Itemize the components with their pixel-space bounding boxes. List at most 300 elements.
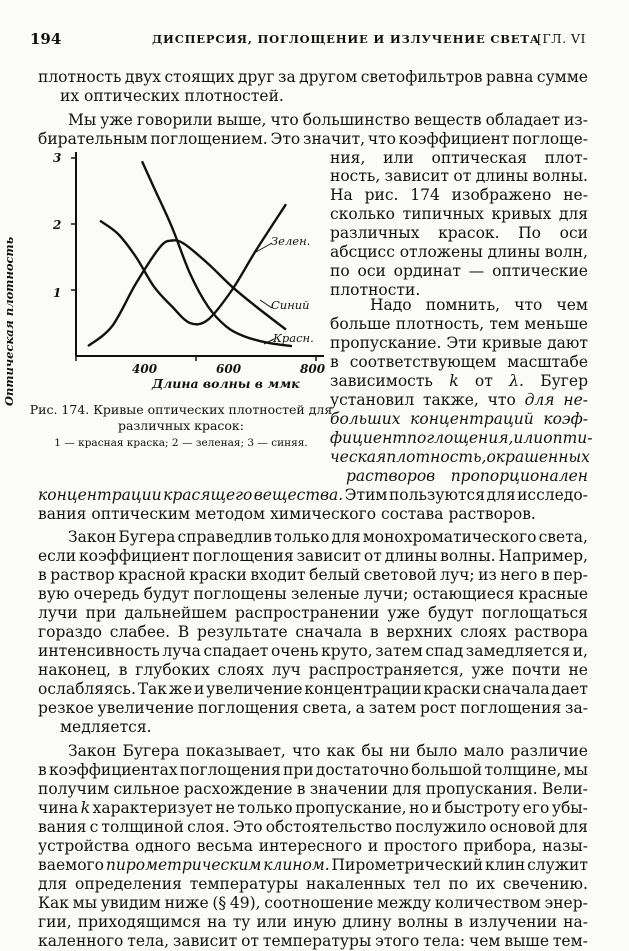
word: Надо bbox=[370, 296, 412, 314]
word: глубоких bbox=[135, 661, 210, 679]
word: накаленных bbox=[305, 875, 406, 893]
word: увеличение bbox=[97, 699, 194, 717]
word: коэффициент bbox=[78, 547, 190, 565]
word: в bbox=[296, 780, 306, 798]
word: толщине, bbox=[484, 761, 562, 779]
series-label-red: Красн. bbox=[273, 331, 314, 345]
text-line bbox=[38, 642, 588, 661]
word: только bbox=[274, 528, 330, 546]
word: при bbox=[85, 604, 117, 622]
word: фициент bbox=[330, 429, 407, 447]
text-line bbox=[38, 486, 588, 505]
word: увеличение bbox=[206, 680, 303, 698]
word: пропускание. bbox=[330, 334, 442, 352]
word: луч bbox=[271, 661, 301, 679]
word: иную bbox=[293, 913, 337, 931]
word: входит bbox=[250, 566, 306, 584]
word: различных bbox=[330, 224, 420, 242]
word: пер- bbox=[553, 566, 588, 584]
y-tick-label: 1 bbox=[53, 286, 62, 300]
word: с bbox=[89, 818, 99, 836]
text-line bbox=[38, 604, 588, 623]
word: медляется. bbox=[60, 718, 152, 736]
word: друг bbox=[237, 68, 275, 86]
word: λ. bbox=[509, 372, 524, 390]
word: для bbox=[558, 205, 588, 223]
word: и, bbox=[572, 642, 588, 660]
word: излучении bbox=[468, 913, 558, 931]
word: и bbox=[431, 799, 442, 817]
word: Пирометрический bbox=[331, 856, 484, 874]
text-line bbox=[38, 661, 588, 680]
word: рис. bbox=[364, 186, 399, 204]
word: Бугер bbox=[540, 372, 588, 390]
text-line bbox=[38, 875, 588, 894]
word: меньше bbox=[524, 315, 588, 333]
word: для bbox=[331, 528, 361, 546]
word: выше, bbox=[216, 111, 267, 129]
word: поглощения bbox=[179, 761, 281, 779]
word: показывает, bbox=[185, 742, 286, 760]
word: краски bbox=[189, 566, 247, 584]
text-line bbox=[60, 718, 152, 737]
word: будут bbox=[143, 585, 190, 603]
word: Закон bbox=[68, 528, 117, 546]
word: типичных bbox=[402, 205, 484, 223]
green-density-curve bbox=[88, 240, 286, 346]
word: лучи bbox=[38, 604, 78, 622]
series-label-green: Зелен. bbox=[271, 234, 311, 248]
word: уже bbox=[100, 111, 133, 129]
word: большой bbox=[411, 761, 483, 779]
word: а bbox=[355, 699, 365, 717]
word: значении bbox=[309, 780, 389, 798]
text-line bbox=[330, 429, 593, 448]
word: абсцисс bbox=[330, 243, 395, 261]
series-label-blue: Синий bbox=[271, 298, 310, 312]
word: кривые bbox=[482, 334, 543, 352]
word: окрашенных bbox=[486, 448, 590, 466]
word: пропускания. bbox=[425, 780, 538, 798]
word: при bbox=[283, 761, 314, 779]
word: за bbox=[277, 68, 296, 86]
word: сильное bbox=[113, 780, 180, 798]
text-line bbox=[330, 205, 588, 224]
word: оптические bbox=[492, 262, 588, 280]
word: клином. bbox=[263, 856, 330, 874]
text-line bbox=[68, 111, 588, 130]
word: ниже bbox=[164, 894, 209, 912]
word: больших bbox=[330, 410, 401, 428]
word: от bbox=[453, 167, 472, 185]
word: раствора bbox=[514, 623, 588, 641]
word: поглощением. bbox=[150, 130, 268, 148]
word: Это bbox=[270, 130, 301, 148]
word: краски bbox=[423, 680, 481, 698]
word: из bbox=[478, 566, 497, 584]
word: поглощения bbox=[460, 699, 562, 717]
word: температуры bbox=[189, 875, 299, 893]
word: получим bbox=[38, 780, 110, 798]
word: обстоятельство bbox=[265, 818, 393, 836]
word: ваемого bbox=[38, 856, 104, 874]
word: убы- bbox=[551, 799, 588, 817]
word: увидим bbox=[100, 894, 161, 912]
word: не- bbox=[563, 391, 588, 409]
word: сколько bbox=[330, 205, 396, 223]
text-line bbox=[38, 585, 588, 604]
word: поглоще- bbox=[512, 130, 588, 148]
word: их bbox=[60, 87, 80, 105]
word: говорили bbox=[136, 111, 213, 129]
word: k bbox=[449, 372, 459, 390]
word: красной bbox=[118, 566, 186, 584]
word: плотностей. bbox=[184, 87, 284, 105]
text-line bbox=[330, 186, 588, 205]
text-line bbox=[38, 130, 588, 149]
word: для bbox=[558, 818, 588, 836]
word: затем bbox=[368, 699, 417, 717]
word: простого bbox=[383, 837, 458, 855]
caption-text: Рис. 174. Кривые оптических плотностей для различных красок: bbox=[29, 402, 333, 433]
text-line bbox=[38, 566, 588, 585]
word: количеством bbox=[434, 894, 541, 912]
word: устройства bbox=[38, 837, 130, 855]
word: было bbox=[416, 742, 458, 760]
word: в bbox=[118, 661, 128, 679]
word: энер- bbox=[544, 894, 588, 912]
word: зависит bbox=[384, 167, 450, 185]
word: тем- bbox=[552, 932, 588, 950]
word: что bbox=[292, 742, 321, 760]
word: на- bbox=[563, 913, 588, 931]
word: стоящих bbox=[164, 68, 235, 86]
word: что bbox=[514, 296, 543, 314]
text-line bbox=[330, 334, 588, 353]
word: красные bbox=[518, 585, 588, 603]
word: слоях bbox=[460, 623, 507, 641]
word: растворов bbox=[346, 467, 436, 485]
word: дает bbox=[551, 680, 588, 698]
word: его bbox=[522, 799, 550, 817]
text-line bbox=[38, 894, 588, 913]
word: оптическим bbox=[91, 505, 191, 523]
word: больше bbox=[330, 315, 391, 333]
caption-legend: 1 — красная краска; 2 — зеленая; 3 — синяя. bbox=[54, 437, 308, 449]
word: очень bbox=[270, 642, 319, 660]
word: будут bbox=[428, 604, 474, 622]
word: каленного bbox=[38, 932, 124, 950]
text-line bbox=[330, 149, 588, 168]
text-line bbox=[38, 505, 536, 524]
text-line bbox=[330, 262, 588, 281]
word: достаточно bbox=[315, 761, 409, 779]
word: Как bbox=[38, 894, 69, 912]
word: него bbox=[500, 566, 538, 584]
word: длины bbox=[475, 167, 529, 185]
word: установил bbox=[330, 391, 415, 409]
word: соотношение bbox=[264, 894, 374, 912]
text-line bbox=[38, 837, 588, 856]
word: их bbox=[475, 875, 496, 893]
word: оси bbox=[559, 224, 588, 242]
optical-density-chart bbox=[28, 148, 338, 388]
word: по bbox=[448, 875, 469, 893]
text-line bbox=[38, 623, 588, 642]
word: послужило bbox=[395, 818, 487, 836]
word: тела, bbox=[127, 932, 170, 950]
text-line bbox=[330, 353, 588, 372]
word: двух bbox=[124, 68, 162, 86]
word: в bbox=[38, 566, 47, 584]
word: или bbox=[513, 429, 544, 447]
text-line bbox=[38, 68, 588, 87]
word: соответствующем bbox=[349, 353, 497, 371]
word: коэффициентах bbox=[48, 761, 178, 779]
word: интенсивность bbox=[38, 642, 160, 660]
word: прибора, bbox=[463, 837, 537, 855]
word: поглощаться bbox=[481, 604, 588, 622]
word: но bbox=[409, 799, 429, 817]
word: луч; bbox=[440, 566, 475, 584]
word: Этим bbox=[344, 486, 388, 504]
word: волны bbox=[397, 913, 449, 931]
page-header bbox=[0, 30, 629, 52]
word: вещества. bbox=[253, 486, 344, 504]
word: длину bbox=[342, 913, 392, 931]
word: лучи; bbox=[363, 585, 409, 603]
word: концентрации bbox=[38, 486, 162, 504]
word: слабее. bbox=[109, 623, 171, 641]
word: отложены bbox=[399, 243, 483, 261]
word: свечению. bbox=[502, 875, 588, 893]
word: выше bbox=[504, 932, 549, 950]
word: круто, bbox=[321, 642, 373, 660]
word: ослабляясь. bbox=[38, 680, 136, 698]
text-line bbox=[38, 547, 588, 566]
word: для bbox=[38, 875, 68, 893]
word: расхождение bbox=[183, 780, 293, 798]
word: ческая bbox=[330, 448, 387, 466]
word: определения bbox=[74, 875, 182, 893]
word: гии, bbox=[38, 913, 72, 931]
word: обладает bbox=[485, 111, 560, 129]
word: быстроту bbox=[444, 799, 521, 817]
text-line bbox=[330, 391, 588, 410]
word: только bbox=[237, 799, 293, 817]
running-title: ДИСПЕРСИЯ, ПОГЛОЩЕНИЕ И ИЗЛУЧЕНИЕ СВЕТА bbox=[152, 32, 540, 46]
word: Бугера bbox=[118, 528, 176, 546]
word: плотность, bbox=[386, 448, 487, 466]
word: для bbox=[392, 780, 422, 798]
blue-density-curve bbox=[100, 204, 286, 324]
word: слоях bbox=[217, 661, 264, 679]
word: что bbox=[270, 111, 299, 129]
word: методом bbox=[195, 505, 266, 523]
word: масштабе bbox=[507, 353, 588, 371]
word: для bbox=[524, 391, 555, 409]
word: оси bbox=[357, 262, 386, 280]
word: уже bbox=[471, 661, 505, 679]
word: затем bbox=[375, 642, 423, 660]
word: Вели- bbox=[541, 780, 588, 798]
word: на bbox=[207, 913, 227, 931]
word: чем bbox=[556, 296, 588, 314]
word: между bbox=[376, 894, 432, 912]
word: не bbox=[215, 799, 235, 817]
word: ординат bbox=[393, 262, 461, 280]
text-line bbox=[60, 87, 284, 106]
word: зависимость bbox=[330, 372, 433, 390]
word: волн, bbox=[544, 243, 588, 261]
word: По bbox=[518, 224, 542, 242]
word: зависит bbox=[172, 932, 238, 950]
word: света, bbox=[538, 528, 588, 546]
word: Мы bbox=[68, 111, 97, 129]
word: спадает bbox=[203, 642, 269, 660]
word: толщиной bbox=[101, 818, 184, 836]
word: рост bbox=[419, 699, 457, 717]
word: очередь bbox=[73, 585, 140, 603]
x-axis-label: Длина волны в ммк bbox=[152, 376, 300, 391]
word: результате bbox=[197, 623, 288, 641]
word: волны. bbox=[440, 547, 496, 565]
word: поглощения bbox=[197, 699, 299, 717]
word: и bbox=[194, 680, 205, 698]
word: от bbox=[241, 932, 260, 950]
word: световой bbox=[363, 566, 437, 584]
word: не bbox=[568, 661, 588, 679]
text-line bbox=[38, 932, 588, 951]
word: ни bbox=[389, 742, 411, 760]
text-line bbox=[38, 856, 588, 875]
word: тела: bbox=[423, 932, 466, 950]
text-line bbox=[370, 296, 588, 315]
text-line bbox=[38, 780, 588, 799]
word: коэффициент bbox=[398, 130, 510, 148]
word: красок. bbox=[438, 224, 500, 242]
chapter-label: [ГЛ. VI bbox=[537, 31, 586, 46]
word: спад bbox=[425, 642, 464, 660]
text-line bbox=[330, 448, 588, 467]
word: не- bbox=[563, 186, 588, 204]
word: резкое bbox=[38, 699, 94, 717]
word: химического bbox=[270, 505, 377, 523]
word: бирательным bbox=[38, 130, 148, 148]
text-line bbox=[68, 742, 588, 761]
word: ность, bbox=[330, 167, 381, 185]
text-line bbox=[330, 224, 588, 243]
word: пропорционален bbox=[450, 467, 588, 485]
word: монохроматического bbox=[362, 528, 537, 546]
word: значит, bbox=[303, 130, 366, 148]
word: большинство bbox=[302, 111, 411, 129]
word: оптических bbox=[84, 87, 180, 105]
word: Это bbox=[232, 818, 263, 836]
word: На bbox=[330, 186, 353, 204]
word: что bbox=[367, 130, 397, 148]
word: как bbox=[326, 742, 356, 760]
word: ту bbox=[232, 913, 251, 931]
word: слоя. bbox=[187, 818, 230, 836]
word: кривых bbox=[491, 205, 552, 223]
word: пользуются bbox=[388, 486, 486, 504]
word: же bbox=[168, 680, 193, 698]
word: Например, bbox=[498, 547, 588, 565]
y-tick-label: 2 bbox=[53, 218, 62, 232]
word: характеризует bbox=[92, 799, 213, 817]
word: Эти bbox=[446, 334, 478, 352]
text-line bbox=[38, 761, 588, 780]
word: в bbox=[38, 761, 47, 779]
word: основой bbox=[489, 818, 556, 836]
text-line bbox=[330, 167, 588, 186]
word: в bbox=[369, 623, 379, 641]
word: вания bbox=[38, 818, 87, 836]
word: дальнейшем bbox=[124, 604, 227, 622]
word: зеленые bbox=[290, 585, 360, 603]
word: приходящимся bbox=[77, 913, 202, 931]
word: справедлив bbox=[177, 528, 272, 546]
word: Так bbox=[137, 680, 167, 698]
word: служит bbox=[527, 856, 588, 874]
word: в bbox=[454, 913, 463, 931]
word: дают bbox=[547, 334, 588, 352]
word: вую bbox=[38, 585, 70, 603]
word: k bbox=[80, 799, 91, 817]
word: тел bbox=[413, 875, 441, 893]
word: состава bbox=[381, 505, 444, 523]
word: светофильтров bbox=[360, 68, 483, 86]
word: от bbox=[474, 372, 493, 390]
word: волны. bbox=[532, 167, 588, 185]
word: чина bbox=[38, 799, 79, 817]
text-line bbox=[68, 528, 588, 547]
word: В bbox=[177, 623, 190, 641]
word: Закон bbox=[68, 742, 117, 760]
text-line bbox=[330, 315, 588, 334]
page-number: 194 bbox=[30, 30, 62, 48]
word: концентраций bbox=[410, 410, 534, 428]
text-line bbox=[38, 699, 588, 718]
word: поглощения, bbox=[407, 429, 514, 447]
word: или bbox=[383, 149, 414, 167]
x-tick-label: 800 bbox=[300, 362, 326, 376]
word: в bbox=[330, 353, 339, 371]
word: длины bbox=[384, 547, 438, 565]
word: оптическая bbox=[431, 149, 527, 167]
word: растворов. bbox=[448, 505, 536, 523]
word: изображено bbox=[451, 186, 552, 204]
word: тем bbox=[489, 315, 520, 333]
word: сначала bbox=[482, 680, 550, 698]
word: плот- bbox=[544, 149, 588, 167]
word: гораздо bbox=[38, 623, 102, 641]
text-line bbox=[38, 799, 588, 818]
word: также, bbox=[422, 391, 479, 409]
word: света, bbox=[302, 699, 352, 717]
word: из- bbox=[563, 111, 588, 129]
word: распространяется, bbox=[308, 661, 464, 679]
word: другом bbox=[299, 68, 358, 86]
figure-caption bbox=[28, 402, 334, 451]
word: концентрации bbox=[304, 680, 422, 698]
word: плотности. bbox=[330, 281, 421, 299]
word: мало bbox=[463, 742, 505, 760]
text-line bbox=[38, 680, 588, 699]
word: одного bbox=[134, 837, 191, 855]
word: плотность bbox=[38, 68, 122, 86]
